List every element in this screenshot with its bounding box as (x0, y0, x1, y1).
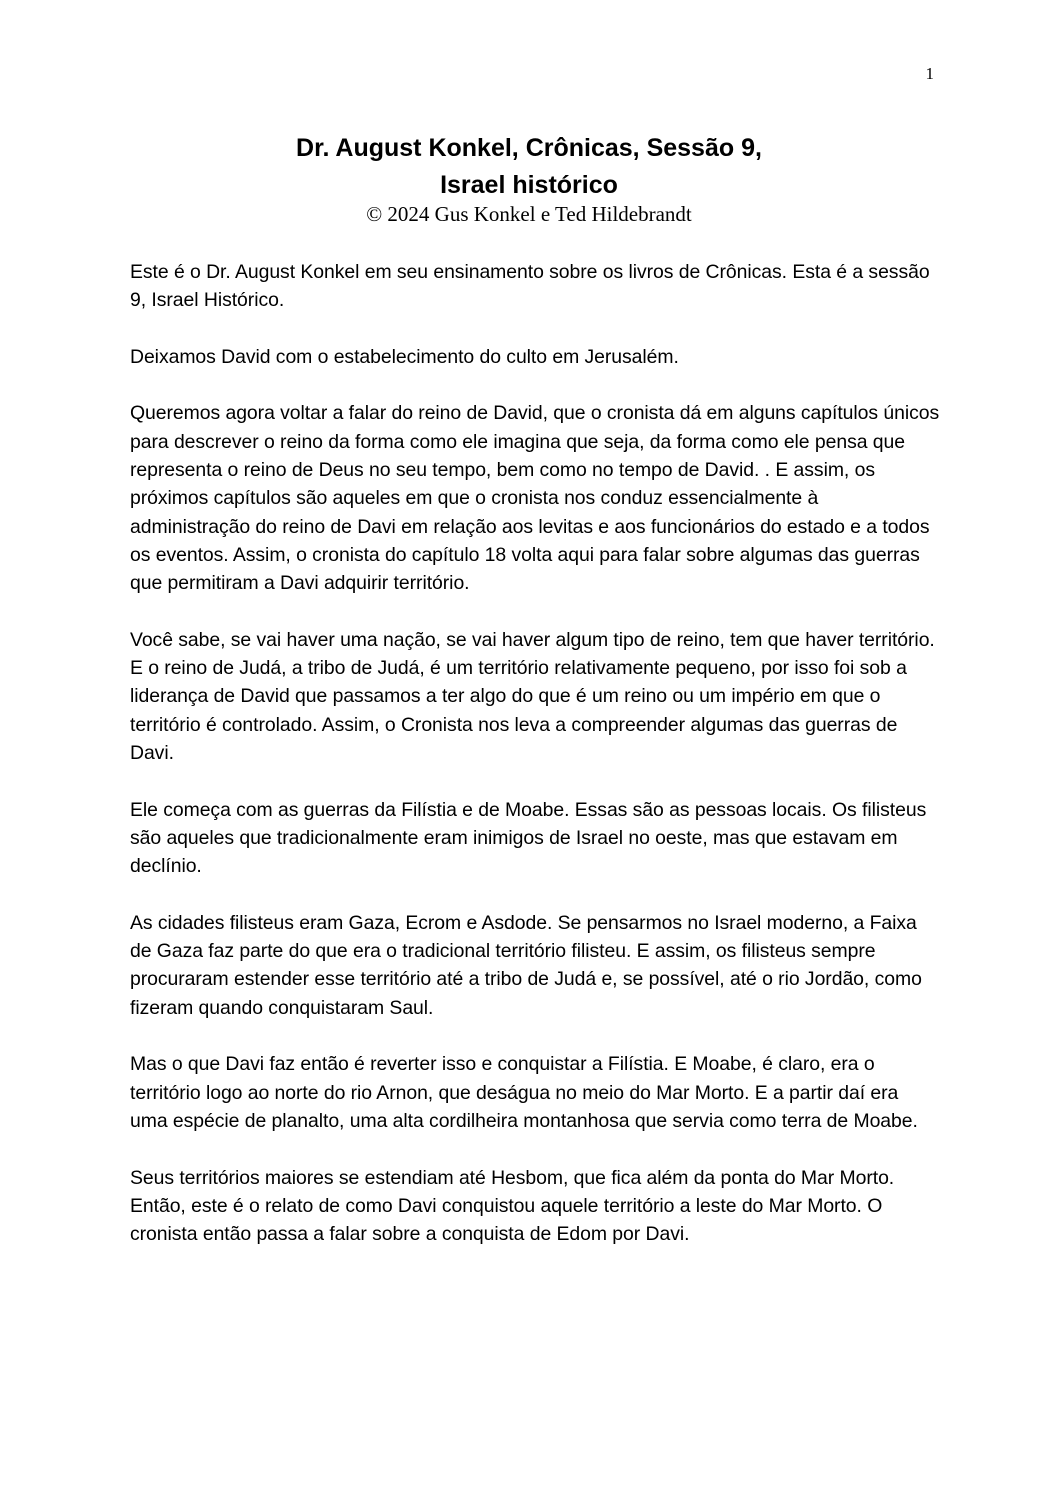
paragraph-8: Seus territórios maiores se estendiam até Hesbom, que fica além da ponta do Mar Morto. Então, este é o relato de como Davi conquistou aquele território a leste do Mar Morto. O cronista então passa a falar sobre a conquista de Edom por Davi. (130, 1166, 895, 1246)
document-title-line-2: Israel histórico (440, 171, 618, 199)
page-number: 1 (925, 64, 934, 83)
title-block (130, 130, 928, 228)
paragraph-2: Deixamos David com o estabelecimento do culto em Jerusalém. (130, 345, 679, 368)
document-title-line-1: Dr. August Konkel, Crônicas, Sessão 9, (296, 134, 762, 162)
copyright-notice: © 2024 Gus Konkel e Ted Hildebrandt (366, 202, 692, 226)
paragraph-3: Queremos agora voltar a falar do reino de David, que o cronista dá em alguns capítulos únicos para descrever o reino da forma como ele imagina que seja, da forma como ele pensa que representa o reino de Deus no seu tempo, bem como no tempo de David. . E assim, os próximos capítulos são aqueles em que o cronista nos conduz essencialmente à administração do reino de Davi em relação aos levitas e aos funcionários do estado e a todos os eventos. Assim, o cronista do capítulo 18 volta aqui para falar sobre algumas das guerras que permitiram a Davi adquirir território. (130, 402, 940, 595)
paragraph-7: Mas o que Davi faz então é reverter isso e conquistar a Filístia. E Moabe, é claro, era o território logo ao norte do rio Arnon, que deságua no meio do Mar Morto. E a partir daí era uma espécie de planalto, uma alta cordilheira montanhosa que servia como terra de Moabe. (130, 1053, 918, 1132)
body-text (130, 258, 940, 1277)
paragraph-6: As cidades filisteus eram Gaza, Ecrom e Asdode. Se pensarmos no Israel moderno, a Faixa de Gaza faz parte do que era o tradicional território filisteu. E assim, os filisteus sempre procuraram estender esse território até a tribo de Judá e, se possível, até o rio Jordão, como fizeram quando conquistaram Saul. (130, 911, 922, 1019)
paragraph-4: Você sabe, se vai haver uma nação, se vai haver algum tipo de reino, tem que haver território. E o reino de Judá, a tribo de Judá, é um território relativamente pequeno, por isso foi sob a liderança de David que passamos a ter algo do que é um reino ou um império em que o território é controlado. Assim, o Cronista nos leva a compreender algumas das guerras de Davi. (130, 628, 935, 765)
paragraph-5: Ele começa com as guerras da Filístia e de Moabe. Essas são as pessoas locais. Os filisteus são aqueles que tradicionalmente eram inimigos de Israel no oeste, mas que estavam em declínio. (130, 798, 927, 878)
paragraph-1: Este é o Dr. August Konkel em seu ensinamento sobre os livros de Crônicas. Esta é a sessão 9, Israel Histórico. (130, 261, 930, 312)
